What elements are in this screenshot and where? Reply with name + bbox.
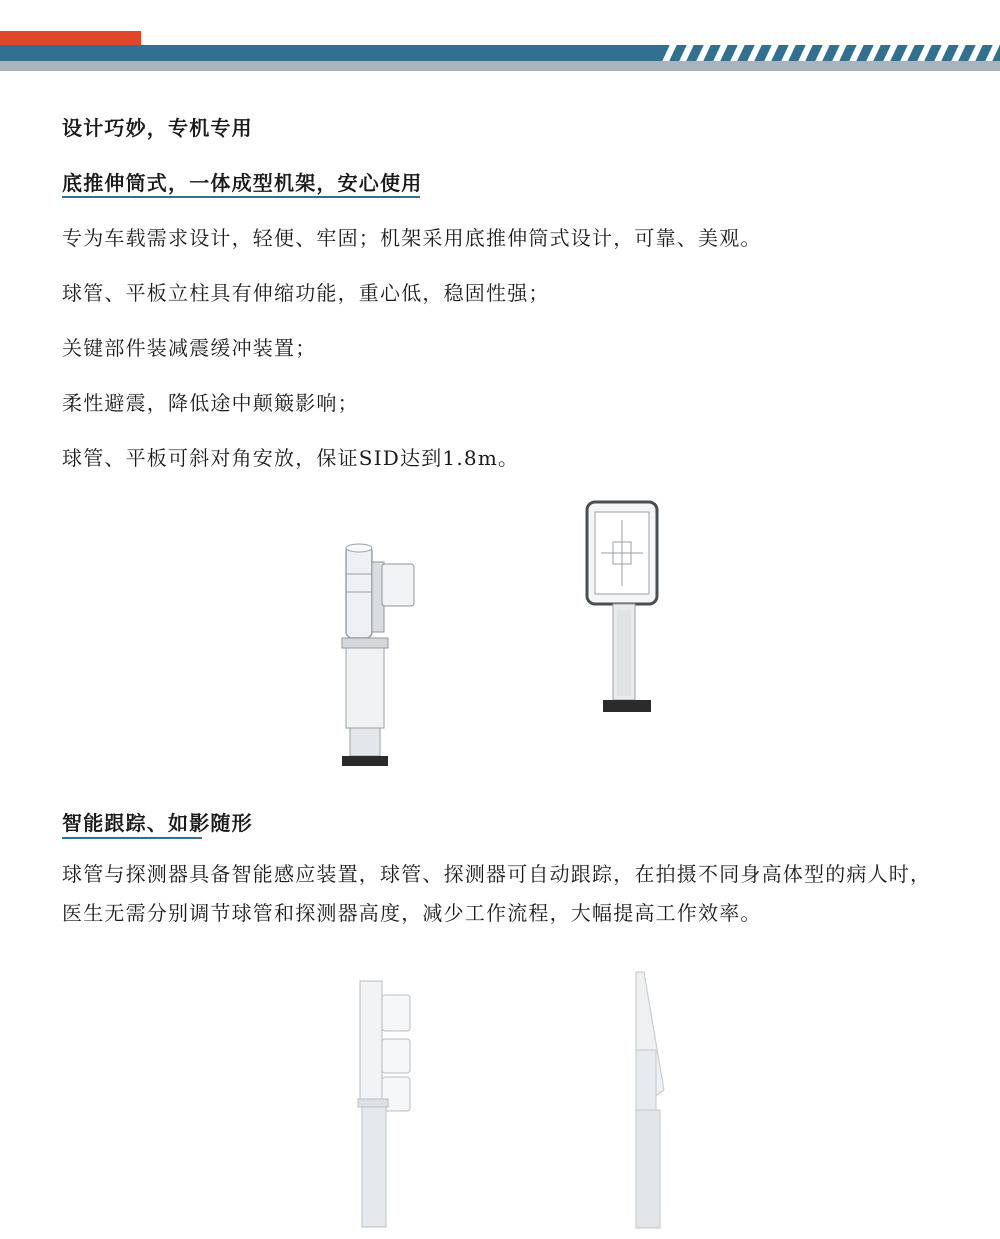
feature-line-5: 球管、平板可斜对角安放，保证SID达到1.8m。 <box>62 446 520 470</box>
header-stripes <box>656 45 1000 61</box>
heading-underline <box>62 196 420 198</box>
feature-line-4: 柔性避震，降低途中颠簸影响； <box>62 391 359 415</box>
tube-stand-image <box>336 540 426 775</box>
section-title: 设计巧妙，专机专用 <box>62 116 253 140</box>
header-red-bar <box>0 31 141 45</box>
feature-line-3: 关键部件装减震缓冲装置； <box>62 336 317 360</box>
section-heading-tracking: 智能跟踪、如影随形 <box>62 811 253 835</box>
heading-underline <box>62 837 202 839</box>
feature-line-1: 专为车载需求设计，轻便、牢固；机架采用底推伸筒式设计，可靠、美观。 <box>62 226 762 250</box>
detector-stand-image <box>583 498 663 720</box>
tube-tracking-image <box>356 975 416 1231</box>
tracking-paragraph: 球管与探测器具备智能感应装置，球管、探测器可自动跟踪，在拍摄不同身高体型的病人时，医生无需分别调节球管和探测器高度，减少工作流程，大幅提高工作效率。 <box>62 862 932 925</box>
feature-line-2: 球管、平板立柱具有伸缩功能，重心低，稳固性强； <box>62 281 550 305</box>
section-heading-frame: 底推伸筒式，一体成型机架，安心使用 <box>62 171 423 195</box>
detector-tracking-image <box>630 970 670 1232</box>
header-gray-bar <box>0 61 1000 71</box>
